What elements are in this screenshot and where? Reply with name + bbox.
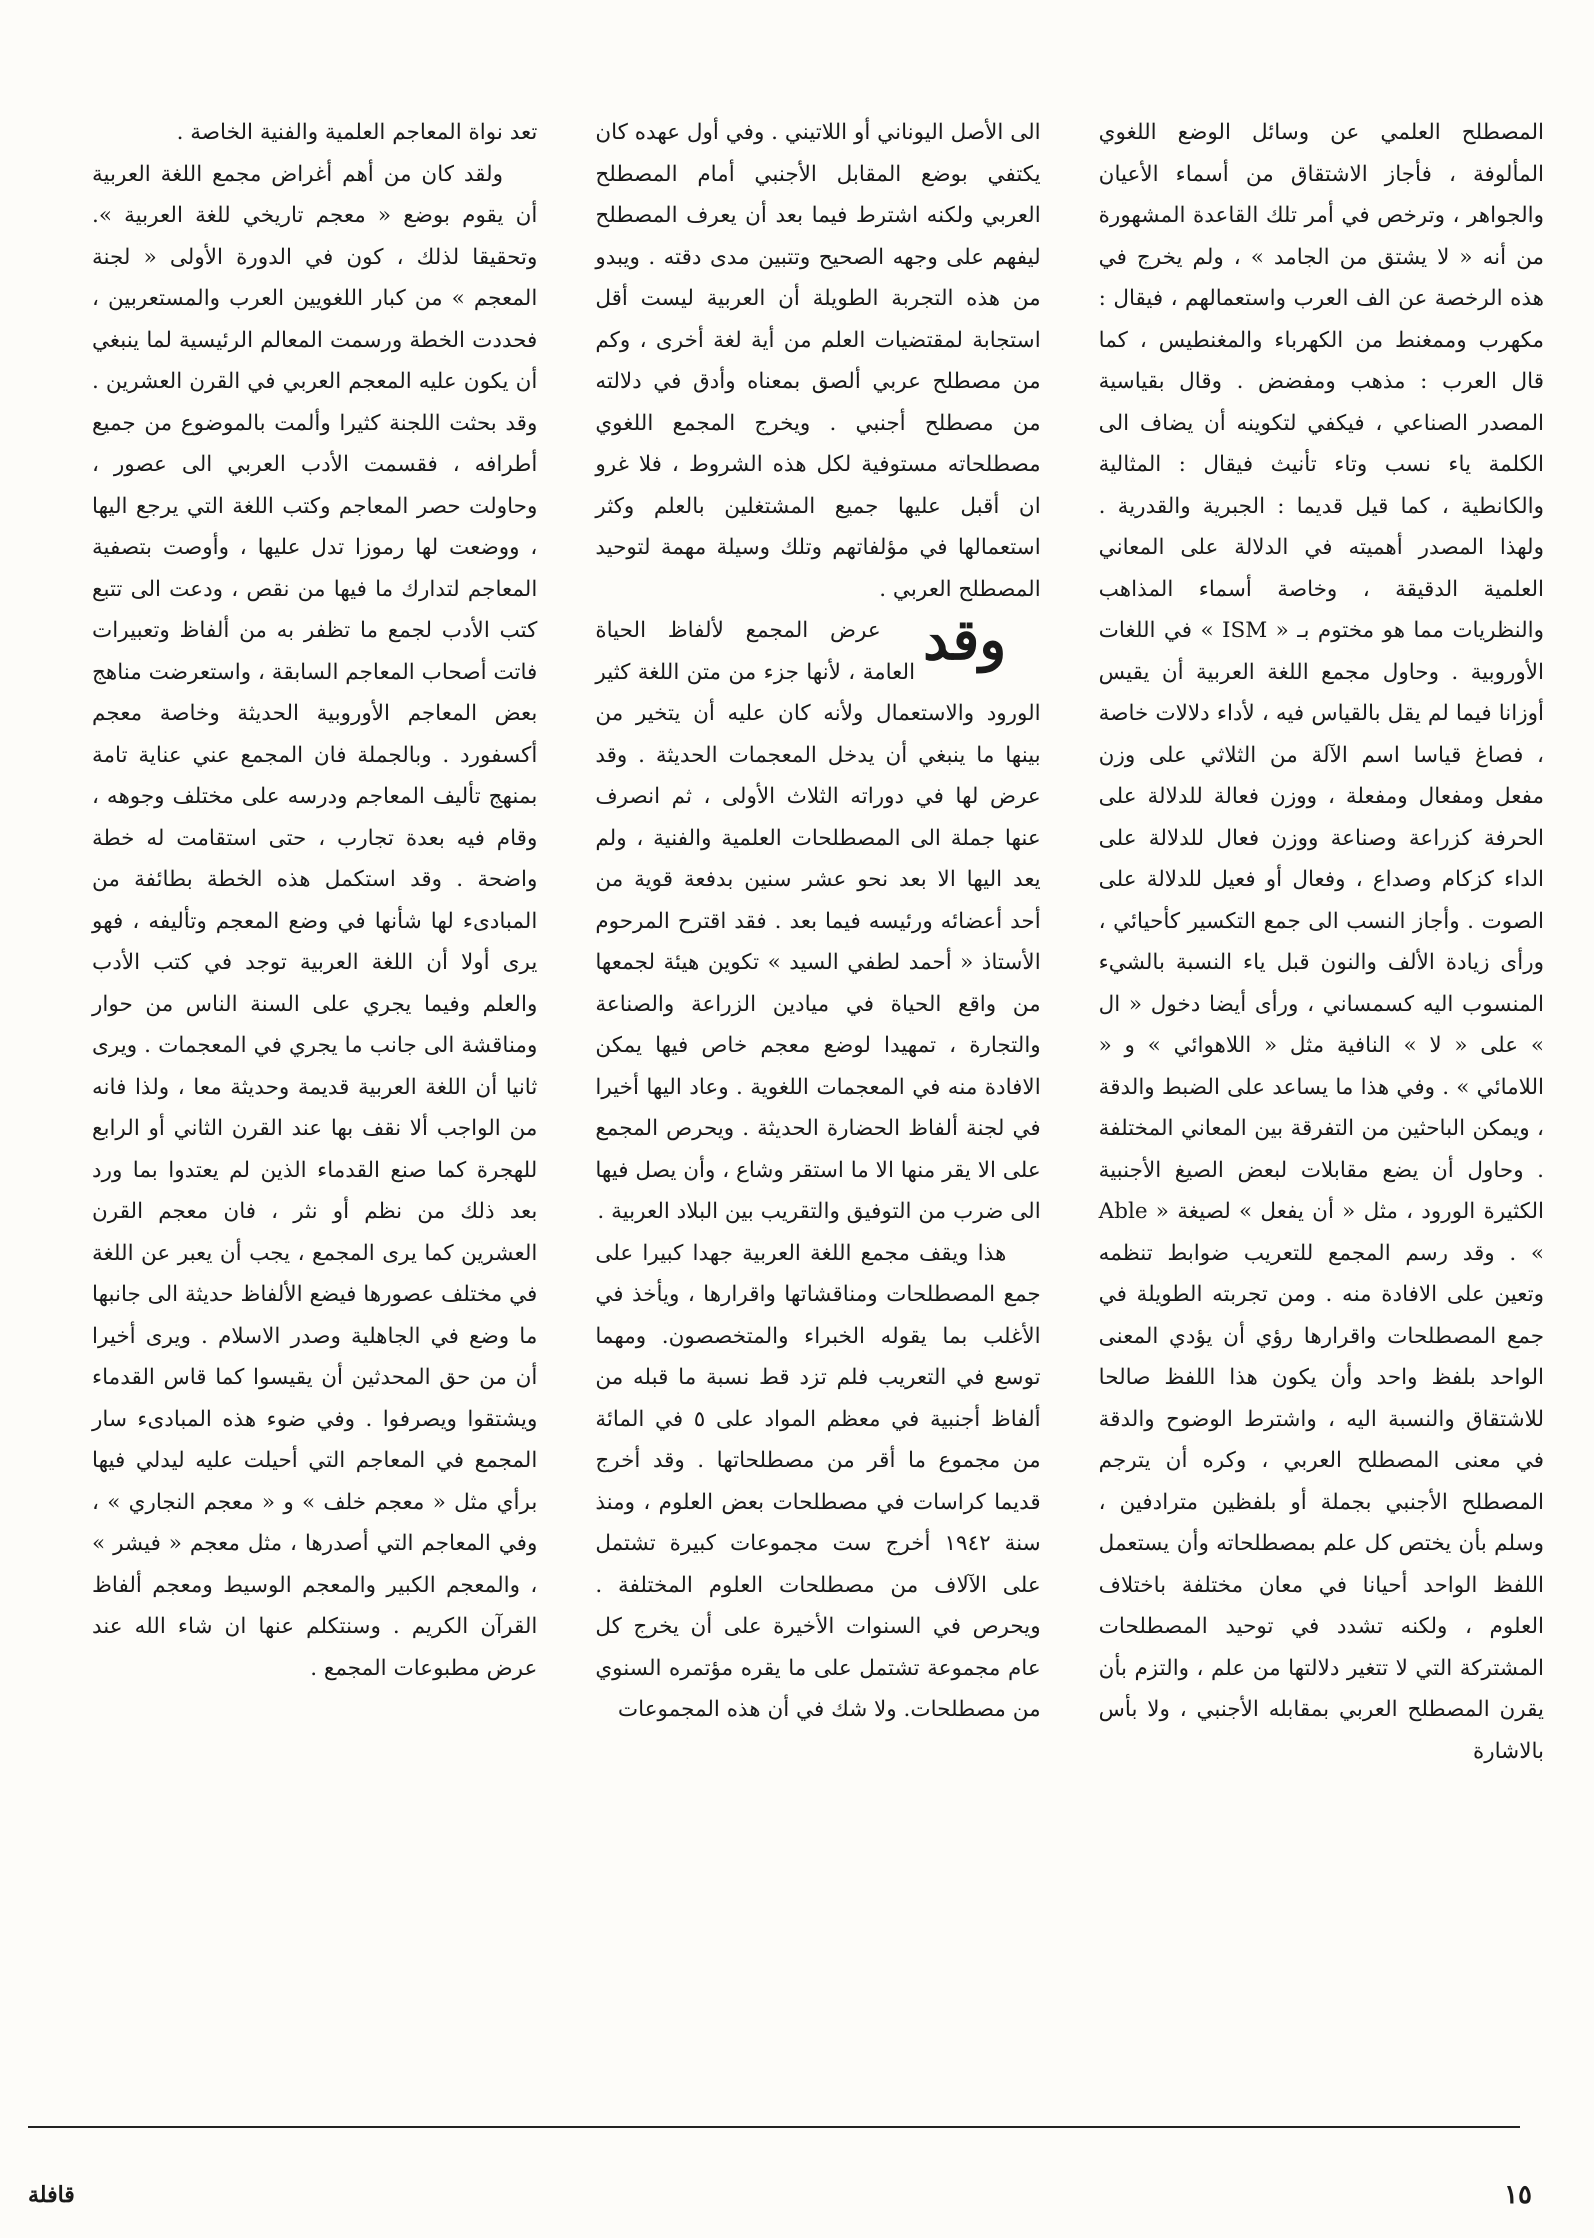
paragraph: هذا ويقف مجمع اللغة العربية جهدا كبيرا على جمع المصطلحات ومناقشاتها واقرارها ، ويأخذ في الأغلب بما يقوله الخبراء والمتخصصون. ومهما توسع في التعريب فلم تزد قط نسبة ما قبله من ألفاظ أجنبية في معظم المواد على ٥ في المائة من مجموع ما أقر من مصطلحاتها . وقد أخرج قديما كراسات في مصطلحات بعض العلوم ، ومنذ سنة ١٩٤٢ أخرج ست مجموعات كبيرة تشتمل على الآلاف من مصطلحات العلوم المختلفة . ويحرص في السنوات الأخيرة على أن يخرج كل عام مجموعة تشتمل على ما يقره مؤتمره السنوي من مصطلحات. ولا شك في أن هذه المجموعات [595,1240,1041,1722]
column-middle [595,112,1040,2062]
paragraph: ولقد كان من أهم أغراض مجمع اللغة العربية أن يقوم بوضع « معجم تاريخي للغة العربية ». وتحقيقا لذلك ، كون في الدورة الأولى « لجنة المعجم » من كبار اللغويين العرب والمستعربين ، فحددت الخطة ورسمت المعالم الرئيسية لما ينبغي أن يكون عليه المعجم العربي في القرن العشرين . وقد بحثت اللجنة كثيرا وألمت بالموضوع من جميع أطرافه ، فقسمت الأدب العربي الى عصور ، وحاولت حصر المعاجم وكتب اللغة التي يرجع اليها ، ووضعت لها رموزا تدل عليها ، وأوصت بتصفية المعاجم لتدارك ما فيها من نقص ، ودعت الى تتبع كتب الأدب لجمع ما تظفر به من ألفاظ وتعبيرات فاتت أصحاب المعاجم السابقة ، واستعرضت مناهج بعض المعاجم الأوروبية الحديثة وخاصة معجم أكسفورد . وبالجملة فان المجمع عني عناية تامة بمنهج تأليف المعاجم ودرسه على مختلف وجوهه ، وقام فيه بعدة تجارب ، حتى استقامت له خطة واضحة . وقد استكمل هذه الخطة بطائفة من المبادىء لها شأنها في وضع المعجم وتأليفه ، فهو يرى أولا أن اللغة العربية توجد في كتب الأدب والعلم وفيما يجري على السنة الناس من حوار ومناقشة الى جانب ما يجري في المعجمات . ويرى ثانيا أن اللغة العربية قديمة وحديثة معا ، ولذا فانه من الواجب ألا نقف بها عند القرن الثاني أو الرابع للهجرة كما صنع القدماء الذين لم يعتدوا بما ورد بعد ذلك من نظم أو نثر ، فان معجم القرن العشرين كما يرى المجمع ، يجب أن يعبر عن اللغة في مختلف عصورها فيضع الألفاظ حديثة الى جانبها ما وضع في الجاهلية وصدر الاسلام . ويرى أخيرا أن من حق المحدثين أن يقيسوا كما قاس القدماء ويشتقوا ويصرفوا . وفي ضوء هذه المبادىء سار المجمع في المعاجم التي أحيلت عليه ليدلي فيها برأي مثل « معجم خلف » و « معجم النجاري » ، وفي المعاجم التي أصدرها ، مثل معجم « فيشر » ، والمعجم الكبير والمعجم الوسيط ومعجم ألفاظ القرآن الكريم . وسنتكلم عنها ان شاء الله عند عرض مطبوعات المجمع . [92,161,538,1681]
dropcap: وقد [923,607,1007,673]
footer-divider [28,2126,1520,2128]
paragraph: تعد نواة المعاجم العلمية والفنية الخاصة . [176,120,538,145]
column-left [92,112,537,2062]
page-number: ١٥ [1504,2180,1532,2210]
paragraph-with-dropcap [595,607,1041,1233]
paragraph-text: عرض المجمع لألفاظ الحياة العامة ، لأنها جزء من متن اللغة كثير الورود والاستعمال ولأنه كان عليه أن يتخير من بينها ما ينبغي أن يدخل المعجمات الحديثة . وقد عرض لها في دوراته الثلاث الأولى ، ثم انصرف عنها جملة الى المصطلحات العلمية والفنية ، ولم يعد اليها الا بعد نحو عشر سنين بدفعة قوية من أحد أعضائه ورئيسه فيما بعد . فقد اقترح المرحوم الأستاذ « أحمد لطفي السيد » تكوين هيئة لجمعها من واقع الحياة في ميادين الزراعة والصناعة والتجارة ، تمهيدا لوضع معجم خاص فيها يمكن الافادة منه في المعجمات اللغوية . وعاد اليها أخيرا في لجنة ألفاظ الحضارة الحديثة . ويحرص المجمع على الا يقر منها الا ما استقر وشاع ، وأن يصل فيها الى ضرب من التوفيق والتقريب بين البلاد العربية . [595,618,1041,1224]
column-right [1099,112,1544,2062]
paragraph: المصطلح العلمي عن وسائل الوضع اللغوي المألوفة ، فأجاز الاشتقاق من أسماء الأعيان والجواهر ، وترخص في أمر تلك القاعدة المشهورة من أنه « لا يشتق من الجامد » ، ولم يخرج في هذه الرخصة عن الف العرب واستعمالهم ، فيقال : مكهرب وممغنط من الكهرباء والمغنطيس ، كما قال العرب : مذهب ومفضض . وقال بقياسية المصدر الصناعي ، فيكفي لتكوينه أن يضاف الى الكلمة ياء نسب وتاء تأنيث فيقال : المثالية والكانطية ، كما قيل قديما : الجبرية والقدرية . ولهذا المصدر أهميته في الدلالة على المعاني العلمية الدقيقة ، وخاصة أسماء المذاهب والنظريات مما هو مختوم بـ « ISM » في اللغات الأوروبية . وحاول مجمع اللغة العربية أن يقيس أوزانا فيما لم يقل بالقياس فيه ، لأداء دلالات خاصة ، فصاغ قياسا اسم الآلة من الثلاثي على وزن مفعل ومفعال ومفعلة ، ووزن فعالة للدلالة على الحرفة كزراعة وصناعة ووزن فعال للدلالة على الداء كزكام وصداع ، وفعال أو فعيل للدلالة على الصوت . وأجاز النسب الى جمع التكسير كأحيائي ، ورأى زيادة الألف والنون قبل ياء النسبة بالشيء المنسوب اليه كسمساني ، ورأى أيضا دخول « ال » على « لا » النافية مثل « اللاهوائي » و « اللامائي » . وفي هذا ما يساعد على الضبط والدقة ، ويمكن الباحثين من التفرقة بين المعاني المختلفة . وحاول أن يضع مقابلات لبعض الصيغ الأجنبية الكثيرة الورود ، مثل « أن يفعل » لصيغة « Able » . وقد رسم المجمع للتعريب ضوابط تنظمه وتعين على الافادة منه . ومن تجربته الطويلة في جمع المصطلحات واقرارها رؤي أن يؤدي المعنى الواحد بلفظ واحد وأن يكون هذا اللفظ صالحا للاشتقاق والنسبة اليه ، واشترط الوضوح والدقة في معنى المصطلح العربي ، وكره أن يترجم المصطلح الأجنبي بجملة أو بلفظين مترادفين ، وسلم بأن يختص كل علم بمصطلحاته وأن يستعمل اللفظ الواحد أحيانا في معان مختلفة باختلاف العلوم ، ولكنه تشدد في توحيد المصطلحات المشتركة التي لا تتغير دلالتها من علم ، والتزم بأن يقرن المصطلح العربي بمقابله الأجنبي ، ولا بأس بالاشارة [1098,120,1544,1764]
article-body [92,112,1544,2062]
magazine-name: قافلة [28,2182,75,2208]
paragraph: الى الأصل اليوناني أو اللاتيني . وفي أول عهده كان يكتفي بوضع المقابل الأجنبي أمام المصطلح العربي ولكنه اشترط فيما بعد أن يعرف المصطلح ليفهم على وجهه الصحيح وتتبين مدى دقته . ويبدو من هذه التجربة الطويلة أن العربية ليست أقل استجابة لمقتضيات العلم من أية لغة أخرى ، وكم من مصطلح عربي ألصق بمعناه وأدق في دلالته من مصطلح أجنبي . ويخرج المجمع اللغوي مصطلحاته مستوفية لكل هذه الشروط ، فلا غرو ان أقبل عليها جميع المشتغلين بالعلم وكثر استعمالها في مؤلفاتهم وتلك وسيلة مهمة لتوحيد المصطلح العربي . [595,120,1041,602]
